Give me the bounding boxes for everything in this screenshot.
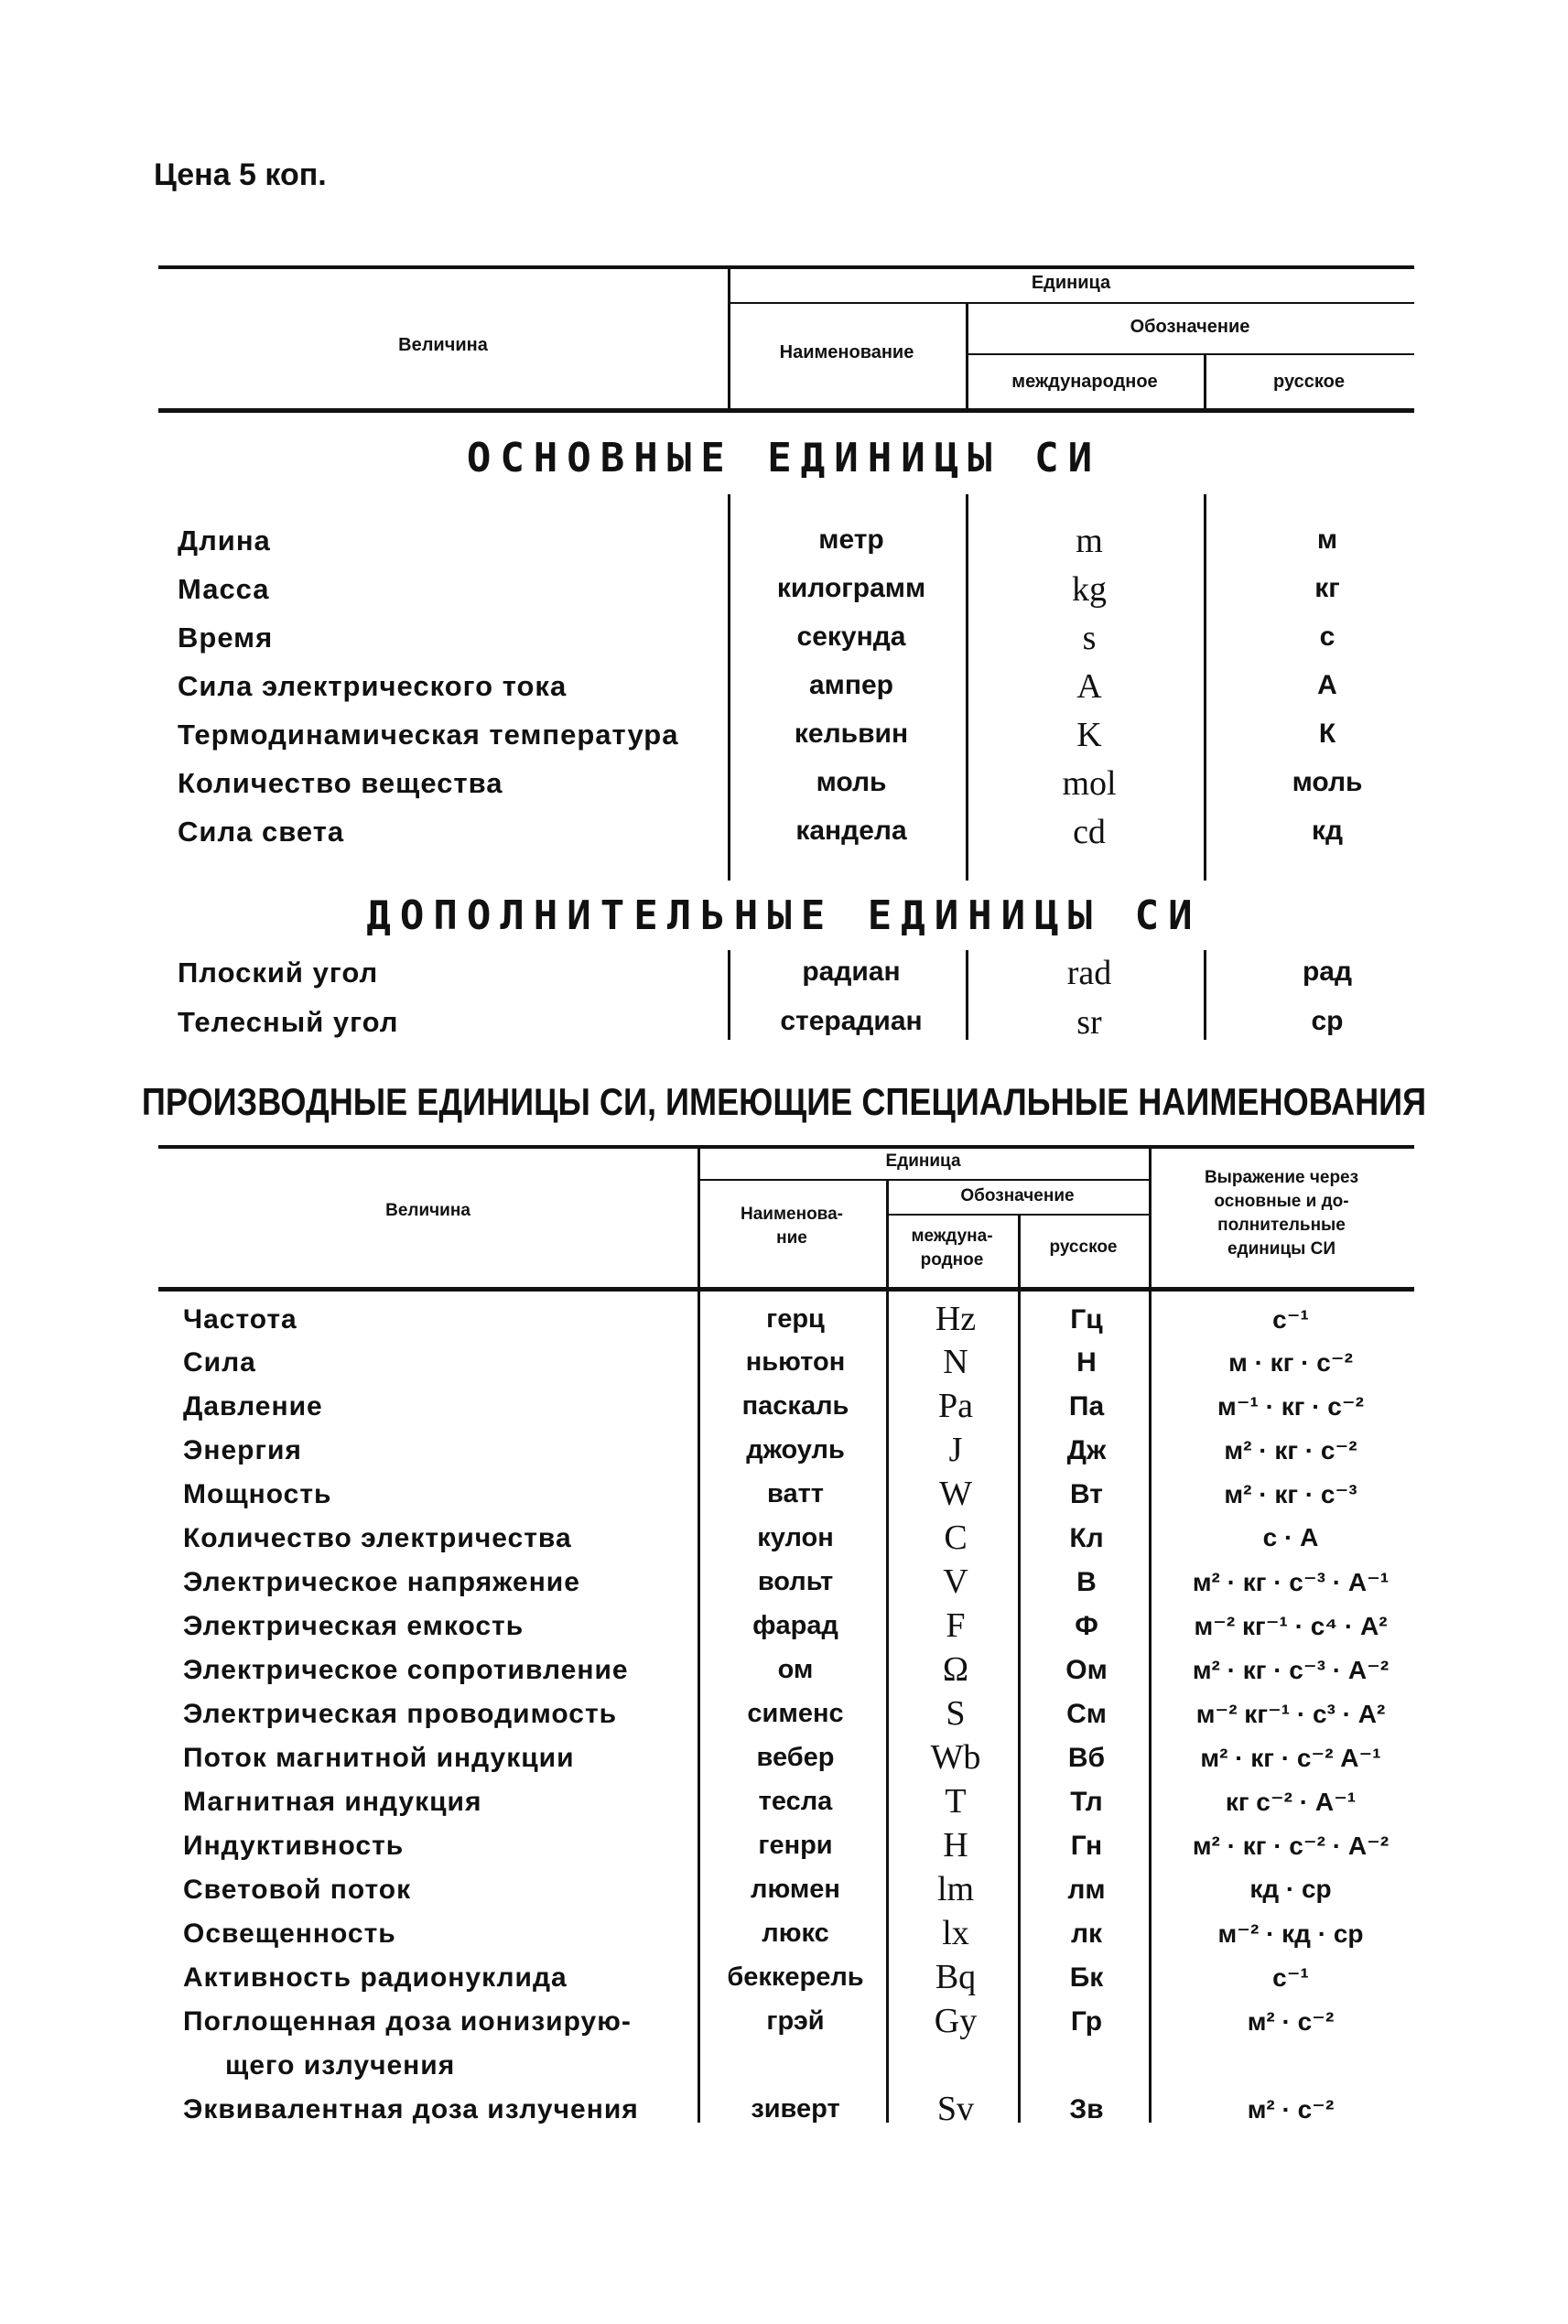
intl-symbol-cell: Pa xyxy=(938,1387,973,1425)
intl-symbol-cell: cd xyxy=(1073,813,1106,851)
unit-name-cell: ампер xyxy=(808,670,893,700)
unit-name-cell: люкс xyxy=(762,1919,829,1948)
table-row xyxy=(0,716,1568,768)
intl-symbol-cell: m xyxy=(1076,522,1103,560)
table-row xyxy=(0,1782,1568,1831)
table-row xyxy=(0,1431,1568,1479)
quantity-cell: Количество вещества xyxy=(178,767,503,799)
quantity-cell: Телесный угол xyxy=(178,1006,399,1038)
rus-symbol-cell: Гн xyxy=(1070,1831,1103,1861)
rus-symbol-cell: К xyxy=(1318,719,1336,749)
rus-symbol-cell: В xyxy=(1076,1567,1097,1597)
header-expr-l4: единицы СИ xyxy=(1227,1239,1336,1259)
table-row xyxy=(0,1300,1568,1348)
table-row xyxy=(0,1343,1568,1391)
rus-symbol-cell: Бк xyxy=(1069,1962,1104,1993)
unit-name-cell: грэй xyxy=(766,2006,825,2036)
rus-symbol-cell: м xyxy=(1316,524,1338,555)
unit-name-cell: паскаль xyxy=(741,1391,849,1421)
quantity-cell: Эквивалентная доза излучения xyxy=(183,2094,639,2124)
header-unit: Единица xyxy=(1031,273,1111,293)
intl-symbol-cell: J xyxy=(948,1431,963,1469)
expression-cell: м² · кг · с⁻³ xyxy=(1224,1480,1357,1508)
rule xyxy=(728,302,1414,304)
expression-cell: кд · ср xyxy=(1249,1875,1332,1903)
unit-name-cell: генри xyxy=(758,1831,833,1860)
rule xyxy=(697,1179,1149,1181)
table-row xyxy=(0,813,1568,865)
table-row xyxy=(0,1914,1568,1962)
quantity-cell: Магнитная индукция xyxy=(183,1787,482,1817)
rus-symbol-cell: Дж xyxy=(1066,1435,1107,1465)
unit-name-cell: вольт xyxy=(757,1567,834,1596)
rus-symbol-cell: кд xyxy=(1311,816,1344,846)
intl-symbol-cell: W xyxy=(939,1475,972,1513)
table-row xyxy=(0,1003,1568,1055)
rus-symbol-cell: лм xyxy=(1067,1875,1106,1905)
header-expr-l1: Выражение через xyxy=(1204,1168,1359,1187)
intl-symbol-cell: T xyxy=(945,1782,967,1821)
expression-cell: с · А xyxy=(1262,1523,1319,1551)
rus-symbol-cell: Ом xyxy=(1065,1655,1108,1685)
expression-cell: м⁻¹ · кг · с⁻² xyxy=(1217,1392,1364,1421)
rus-symbol-cell: Тл xyxy=(1070,1787,1103,1817)
quantity-cell: Длина xyxy=(178,524,271,557)
quantity-cell: Сила света xyxy=(178,816,345,848)
intl-symbol-cell: kg xyxy=(1072,570,1107,609)
header-intl-l1: междуна- xyxy=(911,1227,993,1246)
rus-symbol-cell: лк xyxy=(1070,1919,1103,1949)
table-row xyxy=(0,1738,1568,1787)
intl-symbol-cell: Wb xyxy=(930,1738,981,1777)
expression-cell: м · кг · с⁻² xyxy=(1228,1348,1353,1377)
rus-symbol-cell: См xyxy=(1066,1699,1107,1729)
quantity-cell: Активность радионуклида xyxy=(183,1962,568,1993)
rus-symbol-cell: Н xyxy=(1076,1347,1097,1378)
section-title-base: ОСНОВНЫЕ ЕДИНИЦЫ СИ xyxy=(466,435,1102,481)
intl-symbol-cell: mol xyxy=(1062,764,1117,803)
unit-name-cell: зиверт xyxy=(751,2094,840,2124)
header-russian: русское xyxy=(1273,372,1345,392)
header-name: Наименование xyxy=(779,342,914,362)
rule xyxy=(158,1287,1414,1292)
table-row xyxy=(0,954,1568,1006)
header-international: международное xyxy=(1011,372,1158,392)
table-row xyxy=(0,2002,1568,2050)
rus-symbol-cell: Гр xyxy=(1070,2006,1103,2037)
intl-symbol-cell: C xyxy=(944,1519,968,1557)
intl-symbol-cell: V xyxy=(943,1562,968,1601)
unit-name-cell: моль xyxy=(816,767,887,797)
quantity-cell: Масса xyxy=(178,573,270,605)
quantity-cell: Давление xyxy=(183,1391,323,1421)
intl-symbol-cell: K xyxy=(1076,716,1102,754)
quantity-cell: Время xyxy=(178,622,274,654)
table-row xyxy=(0,1650,1568,1699)
intl-symbol-cell: Bq xyxy=(935,1958,977,1996)
quantity-cell: Поглощенная доза ионизирую- xyxy=(183,2006,632,2037)
table-row xyxy=(0,2050,1568,2094)
quantity-cell: Мощность xyxy=(183,1479,332,1509)
intl-symbol-cell: Ω xyxy=(942,1650,969,1689)
table-row xyxy=(0,570,1568,622)
rus-symbol-cell: Вб xyxy=(1067,1743,1106,1773)
unit-name-cell: фарад xyxy=(752,1611,838,1640)
intl-symbol-cell: N xyxy=(943,1343,968,1381)
intl-symbol-cell: lx xyxy=(942,1914,969,1952)
unit-name-cell: сименс xyxy=(747,1699,844,1728)
rus-symbol-cell: Вт xyxy=(1070,1479,1103,1509)
unit-name-cell: герц xyxy=(766,1304,825,1334)
unit-name-cell: беккерель xyxy=(727,1962,864,1992)
table-row xyxy=(0,667,1568,719)
unit-name-cell: секунда xyxy=(796,622,906,652)
expression-cell: м² · кг · с⁻³ · А⁻² xyxy=(1192,1656,1390,1684)
quantity-cell: Энергия xyxy=(183,1435,302,1465)
price-label: Цена 5 коп. xyxy=(154,157,327,192)
intl-symbol-cell: S xyxy=(946,1694,966,1733)
quantity-cell: Электрическая проводимость xyxy=(183,1699,618,1729)
rus-symbol-cell: с xyxy=(1319,622,1336,652)
unit-name-cell: килограмм xyxy=(776,573,926,603)
header-designation: Обозначение xyxy=(960,1186,1075,1205)
rus-symbol-cell: Зв xyxy=(1069,2094,1104,2124)
unit-name-cell: тесла xyxy=(758,1787,833,1816)
rus-symbol-cell: Кл xyxy=(1069,1523,1104,1553)
rus-symbol-cell: А xyxy=(1317,670,1337,700)
table-row xyxy=(0,1694,1568,1743)
unit-name-cell: кандела xyxy=(795,816,907,846)
quantity-cell: щего излучения xyxy=(225,2050,456,2081)
rus-symbol-cell: Ф xyxy=(1075,1611,1098,1641)
section-title-supplementary: ДОПОЛНИТЕЛЬНЫЕ ЕДИНИЦЫ СИ xyxy=(366,892,1202,939)
intl-symbol-cell: sr xyxy=(1076,1003,1102,1042)
header-quantity: Величина xyxy=(398,335,488,355)
expression-cell: кг с⁻² · А⁻¹ xyxy=(1225,1788,1357,1816)
header-quantity: Величина xyxy=(385,1201,470,1220)
unit-name-cell: ватт xyxy=(767,1479,824,1508)
section-title-derived: ПРОИЗВОДНЫЕ ЕДИНИЦЫ СИ, ИМЕЮЩИЕ СПЕЦИАЛЬНЫЕ НАИМЕНОВАНИЯ xyxy=(141,1080,1427,1123)
intl-symbol-cell: F xyxy=(946,1606,966,1645)
rus-symbol-cell: Па xyxy=(1068,1391,1105,1421)
quantity-cell: Освещенность xyxy=(183,1919,396,1949)
header-expr-l2: основные и до- xyxy=(1214,1192,1349,1211)
rule xyxy=(158,265,1414,269)
intl-symbol-cell: Gy xyxy=(934,2002,978,2040)
quantity-cell: Частота xyxy=(183,1304,297,1335)
intl-symbol-cell: rad xyxy=(1066,954,1112,992)
unit-name-cell: ньютон xyxy=(745,1347,846,1377)
rus-symbol-cell: Гц xyxy=(1070,1304,1103,1335)
intl-symbol-cell: Hz xyxy=(935,1300,977,1338)
unit-name-cell: джоуль xyxy=(746,1435,845,1465)
unit-name-cell: люмен xyxy=(751,1875,840,1904)
table-row xyxy=(0,1870,1568,1919)
unit-name-cell: радиан xyxy=(802,957,901,987)
unit-name-cell: кулон xyxy=(757,1523,834,1552)
header-expr-l3: полнительные xyxy=(1217,1216,1346,1235)
intl-symbol-cell: Sv xyxy=(936,2090,975,2128)
quantity-cell: Сила xyxy=(183,1347,256,1378)
quantity-cell: Электрическая емкость xyxy=(183,1611,524,1641)
expression-cell: с⁻¹ xyxy=(1272,1305,1309,1334)
expression-cell: м² · кг · с⁻² А⁻¹ xyxy=(1200,1744,1381,1772)
quantity-cell: Электрическое напряжение xyxy=(183,1567,580,1597)
table-row xyxy=(0,1562,1568,1611)
quantity-cell: Термодинамическая температура xyxy=(178,719,679,751)
quantity-cell: Индуктивность xyxy=(183,1831,405,1861)
expression-cell: м² · с⁻² xyxy=(1247,2095,1335,2124)
header-name-l2: ние xyxy=(776,1228,807,1248)
intl-symbol-cell: H xyxy=(943,1826,968,1865)
rus-symbol-cell: рад xyxy=(1302,957,1353,987)
rule xyxy=(158,1145,1414,1149)
expression-cell: м² · с⁻² xyxy=(1247,2007,1335,2036)
table-row xyxy=(0,1958,1568,2006)
table-row xyxy=(0,1475,1568,1523)
header-designation: Обозначение xyxy=(1130,317,1250,337)
rule xyxy=(966,353,1414,355)
quantity-cell: Сила электрического тока xyxy=(178,670,568,702)
header-russian: русское xyxy=(1049,1238,1118,1257)
intl-symbol-cell: s xyxy=(1082,619,1097,657)
header-name-l1: Наименова- xyxy=(741,1205,843,1224)
expression-cell: м⁻² кг⁻¹ · с⁴ · А² xyxy=(1194,1612,1388,1640)
table-row xyxy=(0,1387,1568,1435)
table-row xyxy=(0,524,1568,574)
unit-name-cell: кельвин xyxy=(794,719,909,749)
table-row xyxy=(0,2090,1568,2138)
rule xyxy=(158,408,1414,413)
intl-symbol-cell: lm xyxy=(936,1870,975,1908)
table-row xyxy=(0,619,1568,671)
intl-symbol-cell: A xyxy=(1076,667,1102,706)
expression-cell: м⁻² кг⁻¹ · с³ · А² xyxy=(1195,1700,1386,1728)
table-row xyxy=(0,1606,1568,1655)
header-unit: Единица xyxy=(885,1151,961,1171)
table-row xyxy=(0,764,1568,816)
expression-cell: м² · кг · с⁻² · А⁻² xyxy=(1192,1832,1390,1860)
expression-cell: с⁻¹ xyxy=(1272,1963,1309,1992)
unit-name-cell: вебер xyxy=(756,1743,835,1772)
header-intl-l2: родное xyxy=(920,1250,984,1270)
expression-cell: м² · кг · с⁻³ · А⁻¹ xyxy=(1192,1568,1390,1596)
unit-name-cell: метр xyxy=(818,524,884,555)
rus-symbol-cell: моль xyxy=(1292,767,1363,797)
unit-name-cell: ом xyxy=(777,1655,814,1684)
unit-name-cell: стерадиан xyxy=(780,1006,923,1036)
expression-cell: м² · кг · с⁻² xyxy=(1224,1436,1357,1465)
quantity-cell: Плоский угол xyxy=(178,957,379,989)
table-row xyxy=(0,1826,1568,1875)
expression-cell: м⁻² · кд · ср xyxy=(1217,1919,1364,1948)
quantity-cell: Электрическое сопротивление xyxy=(183,1655,629,1685)
quantity-cell: Поток магнитной индукции xyxy=(183,1743,575,1773)
quantity-cell: Световой поток xyxy=(183,1875,412,1905)
rus-symbol-cell: ср xyxy=(1311,1006,1344,1036)
quantity-cell: Количество электричества xyxy=(183,1523,572,1553)
table-row xyxy=(0,1519,1568,1567)
rus-symbol-cell: кг xyxy=(1314,573,1340,603)
